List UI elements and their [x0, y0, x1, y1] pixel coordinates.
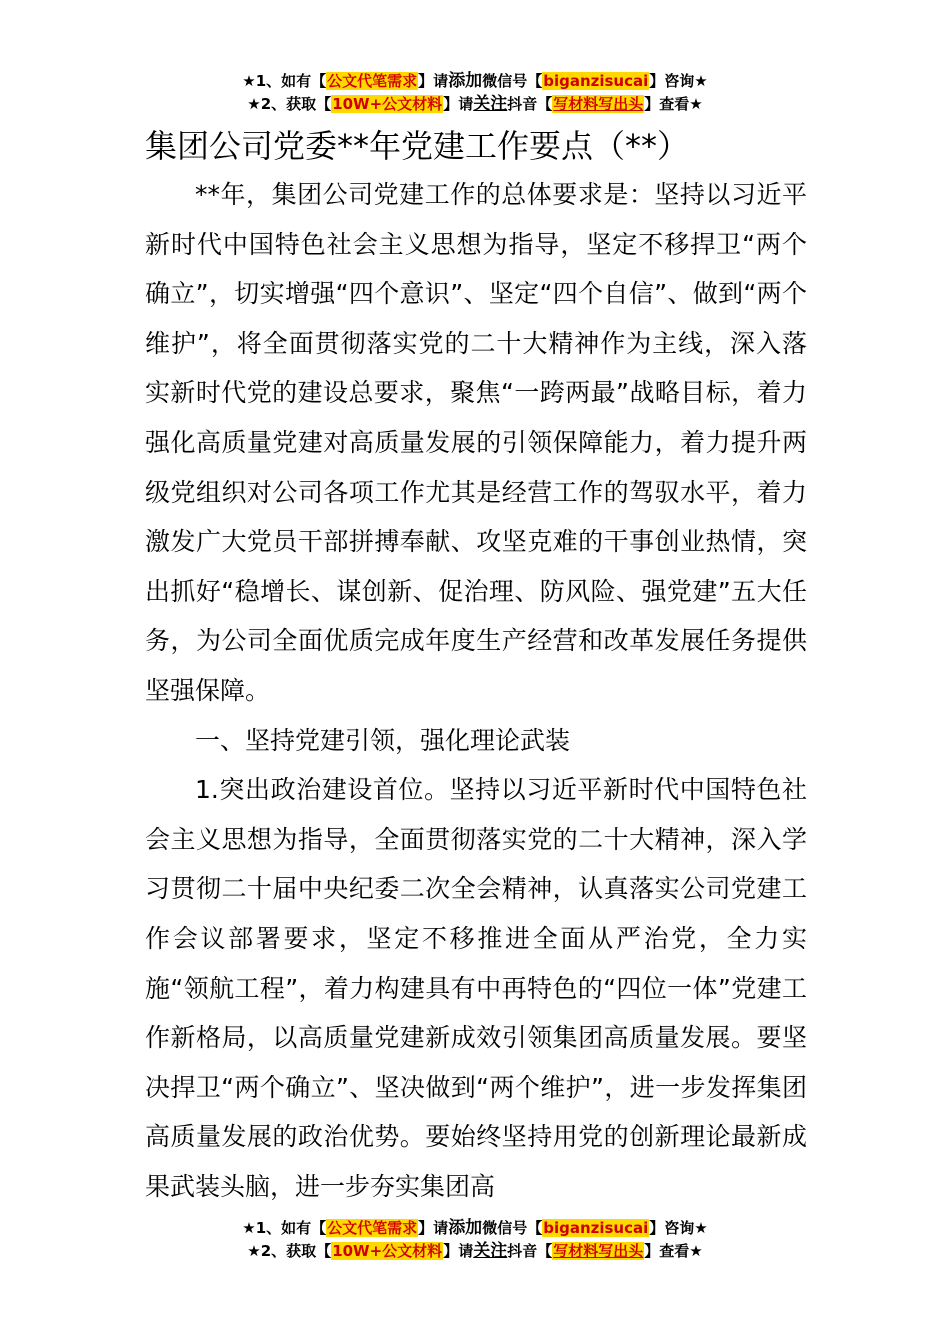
banner-highlight: 公文代笔需求 — [327, 72, 418, 90]
section-heading: 一、坚持党建引领，强化理论武装 — [195, 725, 571, 755]
bottom-banner — [0, 1217, 950, 1263]
banner-highlight: 10W+公文材料 — [332, 1242, 443, 1260]
paragraph-intro: **年，集团公司党建工作的总体要求是：坚持以习近平新时代中国特色社会主义思想为指导，坚定不移捍卫“两个确立”，切实增强“四个意识”、坚定“四个自信”、做到“两个维护”，将全面贯彻落实党的二十大精神作为主线，深入落实新时代党的建设总要求，聚焦“一跨两最”战略目标，着力强化高质量党建对高质量发展的引领保障能力，着力提升两级党组织对公司各项工作尤其是经营工作的驾驭水平，着力激发广大党员干部拼搏奉献、攻坚克难的干事创业热情，突出抓好“稳增长、谋创新、促治理、防风险、强党建”五大任务，为公司全面优质完成年度生产经营和改革发展任务提供坚强保障。 — [145, 180, 807, 705]
banner-highlight: biganzisucai — [543, 72, 649, 90]
document-body — [145, 170, 807, 1211]
paragraph-item-1: 1.突出政治建设首位。坚持以习近平新时代中国特色社会主义思想为指导，全面贯彻落实党的二十大精神，深入学习贯彻二十届中央纪委二次全会精神，认真落实公司党建工作会议部署要求，坚定不移推进全面从严治党，全力实施“领航工程”，着力构建具有中再特色的“四位一体”党建工作新格局，以高质量党建新成效引领集团高质量发展。要坚决捍卫“两个确立”、坚决做到“两个维护”，进一步发挥集团高质量发展的政治优势。要始终坚持用党的创新理论最新成果武装头脑，进一步夯实集团高 — [145, 775, 807, 1201]
banner-line-2: ★2、获取【10W+公文材料】请关注抖音【写材料写出头】查看★ — [247, 94, 703, 114]
banner-line-1: ★1、如有【公文代笔需求】请添加微信号【biganzisucai】咨询★ — [242, 1218, 708, 1238]
banner-line-1: ★1、如有【公文代笔需求】请添加微信号【biganzisucai】咨询★ — [242, 71, 708, 91]
document-title: 集团公司党委**年党建工作要点（**） — [145, 127, 690, 165]
banner-highlight: 10W+公文材料 — [332, 95, 443, 113]
banner-highlight: 写材料写出头 — [553, 1242, 644, 1260]
banner-highlight: biganzisucai — [543, 1219, 649, 1237]
top-banner — [0, 70, 950, 116]
banner-line-2: ★2、获取【10W+公文材料】请关注抖音【写材料写出头】查看★ — [247, 1241, 703, 1261]
banner-highlight: 写材料写出头 — [553, 95, 644, 113]
banner-highlight: 公文代笔需求 — [327, 1219, 418, 1237]
